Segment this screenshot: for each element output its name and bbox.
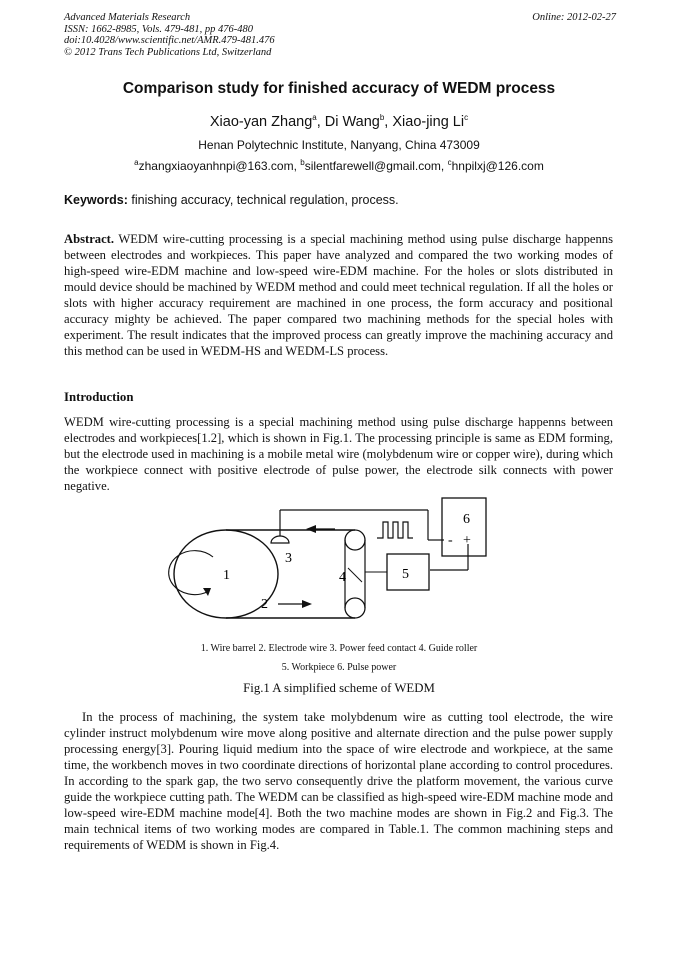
doi-line: doi:10.4028/www.scientific.net/AMR.479-481.476 [64, 35, 275, 46]
keywords-text: finishing accuracy, technical regulation, process. [131, 193, 399, 207]
email-address: silentfarewell@gmail.com [304, 159, 441, 173]
figure-label-4: 4 [339, 570, 346, 585]
email-mark: c [447, 158, 452, 167]
email-mark: b [300, 158, 305, 167]
figure-label-5: 5 [402, 567, 409, 582]
figure-label-plus: + [463, 533, 471, 548]
author-name: Di Wang [324, 113, 380, 130]
rotation-arrowhead-icon [203, 588, 211, 596]
pulse-waveform-icon [377, 522, 413, 538]
keywords [64, 193, 399, 207]
author-mark: a [312, 113, 317, 122]
journal-name: Advanced Materials Research [64, 12, 191, 23]
author-mark: b [379, 113, 385, 122]
journal-header [64, 12, 275, 58]
author-name: Xiao-yan Zhang [209, 113, 313, 130]
keywords-label: Keywords: [64, 193, 128, 207]
author-name: Xiao-jing Li [392, 113, 465, 130]
guide-roller-bottom [345, 598, 365, 618]
wedm-scheme-figure [150, 496, 490, 636]
paper-title: Comparison study for finished accuracy of WEDM process [122, 80, 556, 97]
email-address: hnpilxj@126.com [451, 159, 544, 173]
email-list: $^a$zhangxiaoyanhnpi@163.com, $^b$silentfarewell@gmail.com, $^c$hnpilxj@126.com [134, 158, 544, 173]
author-mark: c [464, 113, 469, 122]
label-4-leader [348, 568, 362, 582]
figure-label-3: 3 [285, 551, 292, 566]
author-list: Xiao-yan Zhang$^a$, Di Wang$^b$, Xiao-jing Li$^c$ [209, 113, 469, 130]
copyright-line: © 2012 Trans Tech Publications Ltd, Switzerland [64, 46, 272, 58]
abstract-paragraph [64, 231, 613, 359]
section-heading-introduction: Introduction [64, 390, 134, 404]
power-feed-contact [271, 536, 289, 543]
figure-label-1: 1 [223, 568, 230, 583]
guide-roller-top [345, 530, 365, 550]
online-date: Online: 2012-02-27 [532, 12, 616, 23]
figure-label-2: 2 [261, 597, 268, 612]
abstract-text: WEDM wire-cutting processing is a special machining method using pulse discharge happenns between electrodes and workpieces. This paper have analyzed and compared the two working modes of high-speed wire-EDM machine and low-speed wire-EDM machine. For the holes or slots distributed in mould device should be machined by WEDM method and could meet technical regulation. If all the holes or slots with higher accuracy requirement are machined in one process, the form accuracy and positional accuracy mighty be achieved. The paper compared two machining methods for the special holes with experiment. The result indicates that the improved process can greatly improve the machining accuracy and this method can be used in WEDM-HS and WEDM-LS process. [64, 232, 613, 358]
figure-legend-line-1: 1. Wire barrel 2. Electrode wire 3. Power feed contact 4. Guide roller [200, 643, 478, 654]
figure-label-6: 6 [463, 512, 470, 527]
figure-caption: Fig.1 A simplified scheme of WEDM [243, 681, 435, 695]
intro-paragraph-2: In the process of machining, the system take molybdenum wire as cutting tool electrode, the wire cylinder instruct molybdenum wire move along positive and alternate direction and the pulse power supply processing energy[3]. Pouring liquid medium into the space of wire electrode and workpiece, at the same time, the workbench moves in two coordinate directions of horizontal plane according to control procedures. In according to the spark gap, the two servo consequently drive the platform movement, the various curve guide the workpiece cutting path. The WEDM can be classified as high-speed wire-EDM machine mode and low-speed wire-EDM machine mode[4]. Both the two machine modes are shown in Fig.2 and Fig.3. The main technical items of two working modes are compared in Table.1. The common machining steps and requirements of WEDM is shown in Fig.4. [64, 710, 613, 852]
current-arrow-icon [306, 525, 316, 533]
wire-direction-arrow-icon [302, 600, 312, 608]
intro-paragraph-1: WEDM wire-cutting processing is a special machining method using pulse discharge happenns between electrodes and workpieces[1.2], which is shown in Fig.1. The processing principle is same as EDM forming, but the electrode used in machining is a mobile metal wire (molybdenum wire or copper wire), during which the workpiece connect with positive electrode of pulse power, the electrode silk connects with power negative. [64, 415, 613, 493]
abstract-label: Abstract. [64, 232, 115, 246]
issn-line: ISSN: 1662-8985, Vols. 479-481, pp 476-480 [64, 23, 253, 35]
email-address: zhangxiaoyanhnpi@163.com [138, 159, 294, 173]
figure-legend-line-2: 5. Workpiece 6. Pulse power [281, 662, 397, 673]
email-mark: a [134, 158, 139, 167]
affiliation: Henan Polytechnic Institute, Nanyang, China 473009 [198, 138, 480, 152]
figure-label-minus: - [448, 533, 453, 548]
